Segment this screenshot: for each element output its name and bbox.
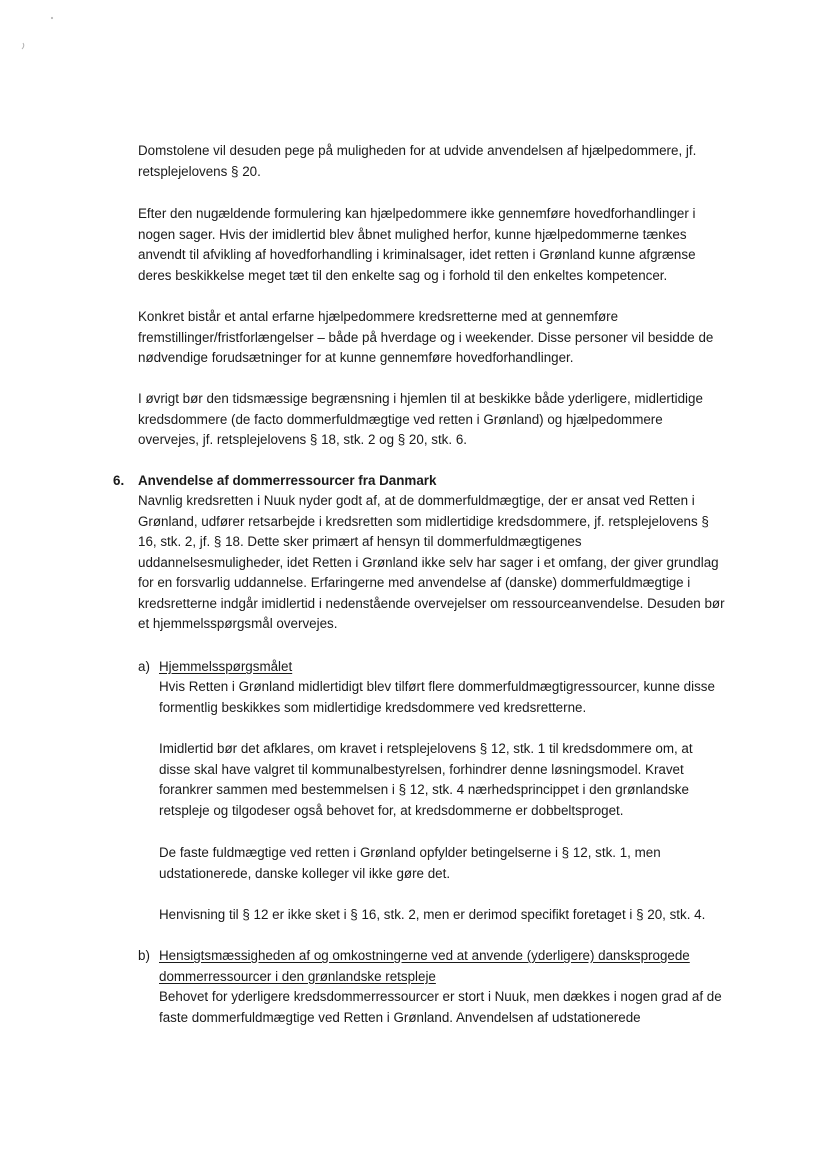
text-line: nødvendige forudsætninger for at kunne gennemføre hovedforhandlinger.	[138, 350, 574, 365]
subsection-a-marker: a)	[138, 659, 150, 674]
text-line: disse skal have valgret til kommunalbestyrelsen, forhindrer denne løsningsmodel. Kravet	[159, 761, 684, 777]
scan-specks	[18, 10, 58, 50]
text-line: deres beskikkelse meget tæt til den enkelte sag og i forhold til den enkeltes kompetencer.	[138, 267, 668, 283]
text-line: kredsretterne indgår imidlertid i nedenstående overvejelser om ressourceanvendelse. Desuden bør	[138, 595, 725, 611]
text-line: fremstillinger/fristforlængelser – både på hverdage og i weekender. Disse personer vil besidde de	[138, 329, 714, 345]
text-line: udstationerede, danske kolleger vil ikke gøre det.	[159, 865, 451, 881]
subsection-heading: dommerressourcer i den grønlandske retspleje	[159, 968, 436, 984]
text-line: Navnlig kredsretten i Nuuk nyder godt af, at de dommerfuldmægtige, der er ansat ved Retten i	[138, 493, 695, 508]
subsection-b-heading	[159, 946, 749, 987]
subsection-a-paragraph-3	[159, 843, 749, 884]
text-line: Efter den nugældende formulering kan hjælpedommere ikke gennemføre hovedforhandlinger i	[138, 206, 696, 221]
intro-paragraph-3	[138, 307, 738, 369]
text-line: Grønland, udfører retsarbejde i kredsretten som midlertidige kredsdommere, jf. retsplejelovens §	[138, 513, 709, 529]
text-line: retsplejelovens § 20.	[138, 163, 261, 179]
text-line: nogen sager. Hvis der imidlertid blev åbnet mulighed herfor, kunne hjælpedommerne tænkes	[138, 226, 687, 242]
text-line: 16, stk. 2, jf. § 18. Dette sker primært af hensyn til dommerfuldmægtigenes	[138, 534, 582, 549]
text-line: overvejes, jf. retsplejelovens § 18, stk. 2 og § 20, stk. 6.	[138, 432, 467, 447]
text-line: Behovet for yderligere kredsdommerressourcer er stort i Nuuk, men dækkes i nogen grad af de	[159, 989, 722, 1004]
text-line: forankrer sammen med bestemmelsen i § 12, stk. 4 nærhedsprincippet i den grønlandske	[159, 782, 689, 797]
intro-paragraph-4	[138, 389, 738, 451]
subsection-a-paragraph-1	[159, 677, 749, 718]
text-line: De faste fuldmægtige ved retten i Grønland opfylder betingelserne i § 12, stk. 1, men	[159, 845, 661, 860]
section-number: 6.	[113, 473, 125, 488]
subsection-a-paragraph-2	[159, 739, 749, 821]
text-line: for en forsvarlig uddannelse. Erfaringerne med anvendelse af (danske) dommerfuldmægtige i	[138, 575, 691, 590]
text-line: Imidlertid bør det afklares, om kravet i retsplejelovens § 12, stk. 1 til kredsdommere om, at	[159, 741, 693, 756]
text-line: anvendt til afvikling af hovedforhandling i kriminalsager, idet retten i Grønland kunne afgrænse	[138, 247, 696, 262]
subsection-a-heading	[159, 657, 749, 678]
subsection-heading: Hjemmelsspørgsmålet	[159, 659, 293, 674]
text-line: kredsdommere (de facto dommerfuldmægtige ved retten i Grønland) og hjælpedommere	[138, 411, 663, 427]
text-line: retspleje og tilgodeser også behovet for, at kredsdommerne er dobbeltsproget.	[159, 802, 624, 818]
subsection-heading: Hensigtsmæssigheden af og omkostningerne ved at anvende (yderligere) dansksprogede	[159, 948, 690, 963]
text-line: faste dommerfuldmægtige ved Retten i Grønland. Anvendelsen af udstationerede	[159, 1009, 641, 1025]
text-line: Domstolene vil desuden pege på muligheden for at udvide anvendelsen af hjælpedommere, jf.	[138, 143, 697, 158]
intro-paragraph-1	[138, 141, 738, 182]
text-line: Konkret bistår et antal erfarne hjælpedommere kredsretterne med at gennemføre	[138, 309, 619, 324]
text-line: formentlig beskikkes som midlertidige kredsdommere ved kredsretterne.	[159, 699, 587, 715]
subsection-b-paragraph-1	[159, 987, 749, 1028]
text-line: Henvisning til § 12 er ikke sket i § 16, stk. 2, men er derimod specifikt foretaget i § 20, stk. 4.	[159, 907, 706, 922]
subsection-a-paragraph-4	[159, 905, 749, 926]
text-line: uddannelsesmuligheder, idet Retten i Grønland ikke selv har sager i et omfang, der giver grundlag	[138, 554, 719, 570]
text-line: et hjemmelsspørgsmål overvejes.	[138, 616, 338, 631]
intro-paragraph-2	[138, 204, 738, 286]
text-line: Hvis Retten i Grønland midlertidigt blev tilført flere dommerfuldmægtigressourcer, kunne disse	[159, 679, 715, 694]
subsection-b-marker: b)	[138, 948, 150, 963]
text-line: I øvrigt bør den tidsmæssige begrænsning i hjemlen til at beskikke både yderligere, midlertidige	[138, 391, 703, 406]
section-title: Anvendelse af dommerressourcer fra Danmark	[138, 473, 437, 488]
section-6-body	[138, 491, 738, 635]
